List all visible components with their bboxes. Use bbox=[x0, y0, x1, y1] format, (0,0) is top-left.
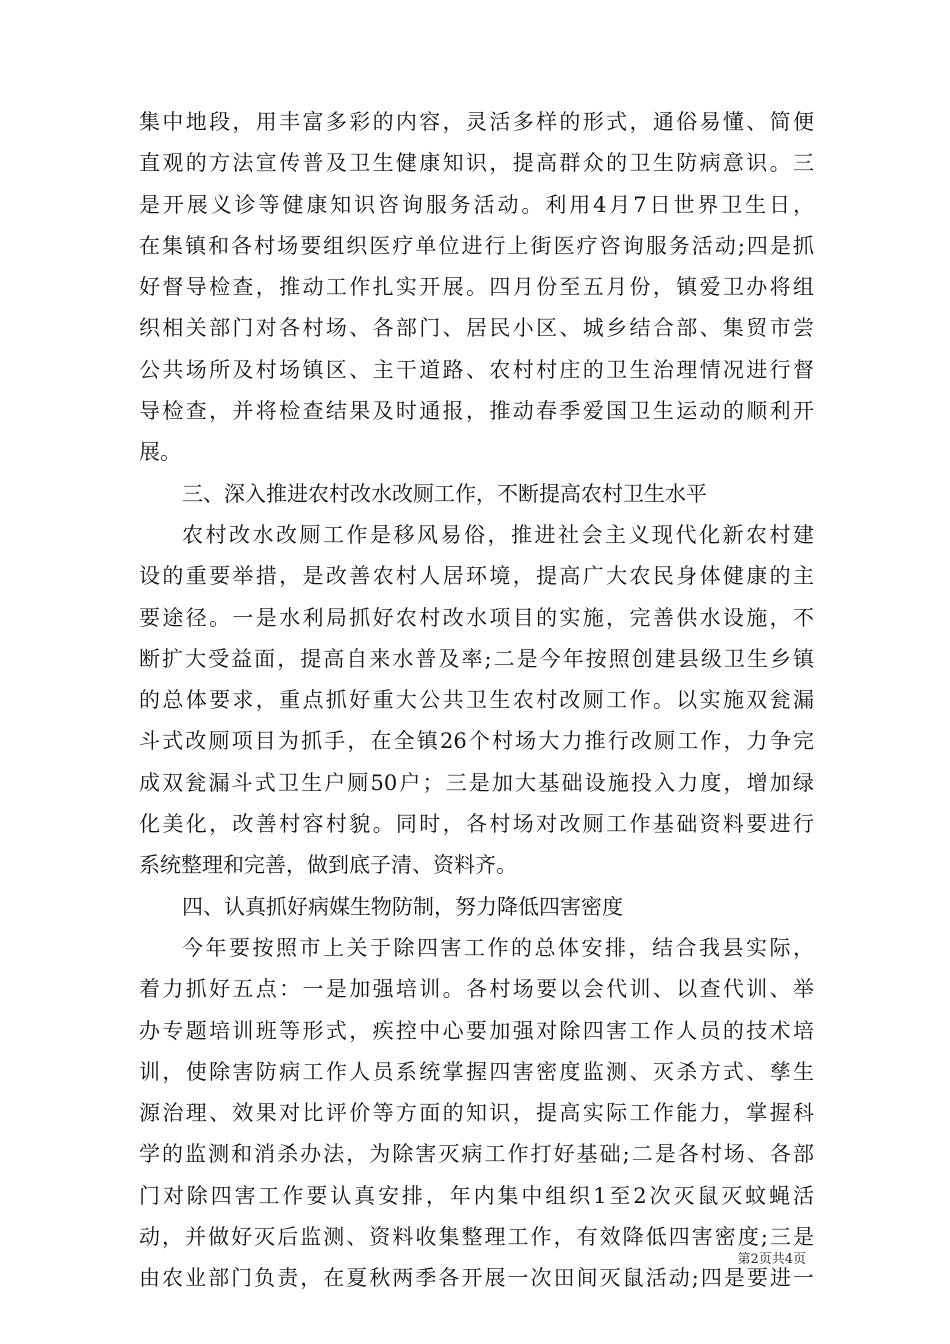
text-line: 展。 bbox=[139, 440, 181, 465]
text-line: 由农业部门负责，在夏秋两季各开展一次田间灭鼠活动;四是要进一 bbox=[139, 1266, 814, 1291]
text-line: 农村改水改厕工作是移风易俗，推进社会主义现代化新农村建 bbox=[182, 522, 814, 547]
text-line: 化美化，改善村容村貌。同时，各村场对改厕工作基础资料要进行 bbox=[139, 812, 814, 837]
text-line: 动，并做好灭后监测、资料收集整理工作，有效降低四害密度;三是 bbox=[139, 1225, 814, 1250]
text-line: 是开展义诊等健康知识咨询服务活动。利用4月7日世界卫生日， bbox=[139, 192, 814, 217]
text-line: 办专题培训班等形式，疾控中心要加强对除四害工作人员的技术培 bbox=[139, 1018, 814, 1043]
page-number: 第2页共4页 bbox=[737, 1252, 806, 1267]
text-line: 的总体要求，重点抓好重大公共卫生农村改厕工作。以实施双瓮漏 bbox=[139, 688, 814, 713]
text-line: 在集镇和各村场要组织医疗单位进行上街医疗咨询服务活动;四是抓 bbox=[139, 233, 814, 258]
body-text bbox=[139, 102, 814, 1300]
text-line: 今年要按照市上关于除四害工作的总体安排，结合我县实际， bbox=[182, 935, 814, 960]
text-line: 织相关部门对各村场、各部门、居民小区、城乡结合部、集贸市尝 bbox=[139, 316, 814, 341]
text-line: 直观的方法宣传普及卫生健康知识，提高群众的卫生防病意识。三 bbox=[139, 151, 814, 176]
text-line: 公共场所及村场镇区、主干道路、农村村庄的卫生治理情况进行督 bbox=[139, 357, 814, 382]
text-line: 门对除四害工作要认真安排，年内集中组织1至2次灭鼠灭蚊蝇活 bbox=[139, 1183, 814, 1208]
text-line: 四、认真抓好病媒生物防制，努力降低四害密度 bbox=[182, 894, 623, 919]
text-line: 着力抓好五点：一是加强培训。各村场要以会代训、以查代训、举 bbox=[139, 977, 814, 1002]
text-line: 斗式改厕项目为抓手，在全镇26个村场大力推行改厕工作，力争完 bbox=[139, 729, 814, 754]
text-line: 源治理、效果对比评价等方面的知识，提高实际工作能力，掌握科 bbox=[139, 1101, 814, 1126]
text-line: 集中地段，用丰富多彩的内容，灵活多样的形式，通俗易懂、简便 bbox=[139, 110, 814, 134]
text-line: 要途径。一是水利局抓好农村改水项目的实施，完善供水设施，不 bbox=[139, 605, 814, 630]
text-line: 三、深入推进农村改水改厕工作，不断提高农村卫生水平 bbox=[182, 481, 707, 506]
text-line: 系统整理和完善，做到底子清、资料齐。 bbox=[139, 853, 517, 878]
text-line: 断扩大受益面，提高自来水普及率;二是今年按照创建县级卫生乡镇 bbox=[139, 646, 814, 671]
text-line: 训，使除害防病工作人员系统掌握四害密度监测、灭杀方式、孳生 bbox=[139, 1059, 814, 1084]
text-line: 设的重要举措，是改善农村人居环境，提高广大农民身体健康的主 bbox=[139, 564, 814, 589]
text-line: 导检查，并将检查结果及时通报，推动春季爱国卫生运动的顺利开 bbox=[139, 399, 814, 424]
text-line: 成双瓮漏斗式卫生户厕50户；三是加大基础设施投入力度，增加绿 bbox=[139, 770, 814, 795]
text-line: 学的监测和消杀办法，为除害灭病工作打好基础;二是各村场、各部 bbox=[139, 1142, 814, 1167]
text-line: 好督导检查，推动工作扎实开展。四月份至五月份，镇爱卫办将组 bbox=[139, 275, 814, 300]
